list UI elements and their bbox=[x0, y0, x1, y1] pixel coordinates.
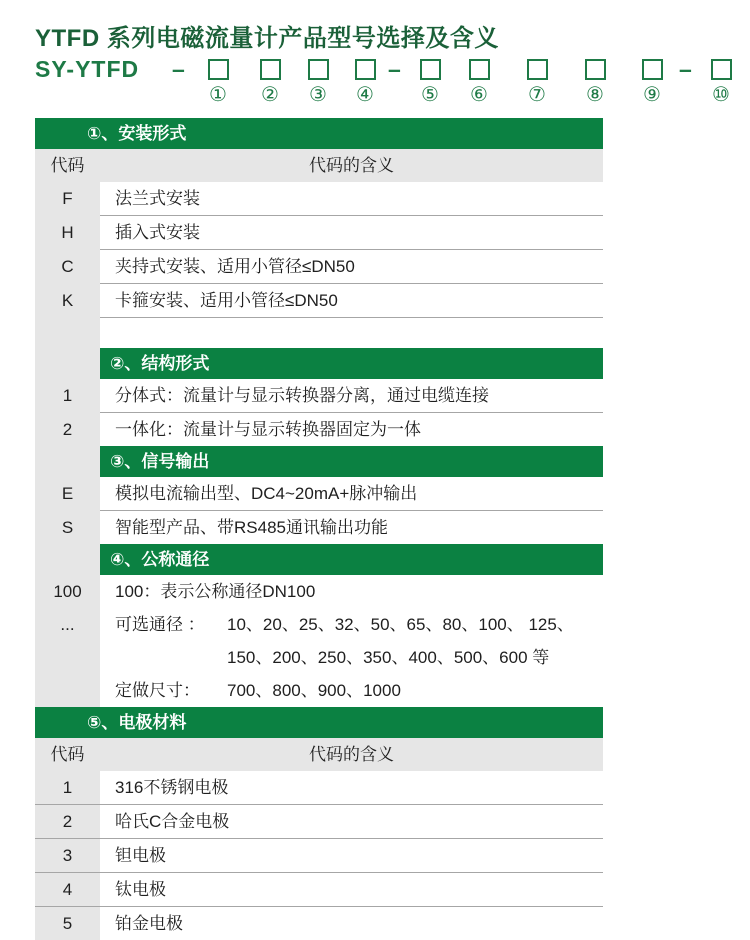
dash-separator-2: – bbox=[388, 56, 401, 82]
row-code: H bbox=[35, 216, 100, 250]
table-row bbox=[35, 674, 603, 707]
row-text: 模拟电流输出型、DC4~20mA+脉冲输出 bbox=[100, 477, 603, 511]
slot-number: ② bbox=[261, 84, 279, 106]
digit-box bbox=[260, 59, 281, 80]
row-code: ... bbox=[35, 608, 100, 674]
table-row bbox=[35, 250, 603, 284]
slot-number: ④ bbox=[356, 84, 374, 106]
slot-number: ⑤ bbox=[421, 84, 439, 106]
slot-number: ⑥ bbox=[470, 84, 488, 106]
row-code: 4 bbox=[35, 873, 100, 906]
row-text: 一体化：流量计与显示转换器固定为一体 bbox=[115, 420, 421, 439]
row-code: F bbox=[35, 182, 100, 216]
slot-number: ⑨ bbox=[643, 84, 661, 106]
model-slot-1 bbox=[206, 59, 230, 106]
row-text: 100：表示公称通径DN100 bbox=[115, 582, 316, 601]
dash-separator-1: – bbox=[172, 56, 185, 82]
column-header-row bbox=[35, 738, 603, 771]
digit-box bbox=[469, 59, 490, 80]
slot-number: ① bbox=[209, 84, 227, 106]
row-text: 钛电极 bbox=[115, 880, 166, 899]
row-text: 钽电极 bbox=[115, 846, 166, 865]
table-row bbox=[35, 839, 603, 873]
row-text bbox=[100, 608, 603, 674]
row-text: 316不锈钢电极 bbox=[115, 778, 229, 797]
section-header-structure bbox=[35, 348, 603, 379]
section-title: ④、公称通径 bbox=[100, 544, 603, 575]
table-row bbox=[35, 907, 603, 940]
slot-number: ⑦ bbox=[528, 84, 546, 106]
table-row bbox=[35, 608, 603, 674]
section-header-diameter bbox=[35, 544, 603, 575]
table-row bbox=[35, 413, 603, 446]
row-code: 100 bbox=[35, 575, 100, 608]
spacer-row bbox=[35, 318, 603, 348]
custom-size-line: 700、800、900、1000 bbox=[227, 681, 401, 700]
model-slot-3 bbox=[306, 59, 330, 106]
row-text: 卡箍安装、适用小管径≤DN50 bbox=[100, 284, 603, 318]
selection-table bbox=[35, 118, 603, 940]
digit-box bbox=[355, 59, 376, 80]
option-values-line1: 10、20、25、32、50、65、80、100、 125、 bbox=[227, 615, 574, 634]
model-slot-2 bbox=[258, 59, 282, 106]
model-slot-7 bbox=[525, 59, 549, 106]
gutter-cell bbox=[35, 544, 100, 575]
row-code: 5 bbox=[35, 907, 100, 940]
digit-box bbox=[642, 59, 663, 80]
slot-number: ⑧ bbox=[586, 84, 604, 106]
digit-box bbox=[308, 59, 329, 80]
row-code: K bbox=[35, 284, 100, 318]
table-row bbox=[35, 477, 603, 511]
option-values-line2: 150、200、250、350、400、500、600 等 bbox=[227, 648, 550, 667]
section-header-install: ①、安装形式 bbox=[35, 118, 603, 149]
custom-size-values bbox=[227, 674, 603, 707]
table-row bbox=[35, 216, 603, 250]
table-row bbox=[35, 379, 603, 413]
section-header-signal bbox=[35, 446, 603, 477]
model-slot-8 bbox=[583, 59, 607, 106]
dash-separator-3: – bbox=[679, 56, 692, 82]
row-code: E bbox=[35, 477, 100, 511]
table-row bbox=[35, 284, 603, 318]
model-slot-5 bbox=[418, 59, 442, 106]
row-text: 分体式：流量计与显示转换器分离，通过电缆连接 bbox=[100, 379, 603, 413]
row-code: 2 bbox=[35, 413, 100, 446]
row-text: 插入式安装 bbox=[100, 216, 603, 250]
digit-box bbox=[527, 59, 548, 80]
row-code bbox=[35, 674, 100, 707]
row-code: 1 bbox=[35, 771, 100, 804]
code-column-header: 代码 bbox=[50, 156, 85, 175]
row-text: 法兰式安装 bbox=[100, 182, 603, 216]
table-row bbox=[35, 182, 603, 216]
digit-box bbox=[585, 59, 606, 80]
section-title: ②、结构形式 bbox=[100, 348, 603, 379]
section-title: ③、信号输出 bbox=[100, 446, 603, 477]
model-slot-6 bbox=[467, 59, 491, 106]
row-code: S bbox=[35, 511, 100, 544]
table-row bbox=[35, 873, 603, 907]
model-slot-4 bbox=[353, 59, 377, 106]
row-text: 智能型产品、带RS485通讯输出功能 bbox=[115, 518, 388, 537]
section-header-electrode: ⑤、电极材料 bbox=[35, 707, 603, 738]
row-code: 3 bbox=[35, 839, 100, 872]
slot-number: ⑩ bbox=[712, 84, 730, 106]
row-text: 哈氏C合金电极 bbox=[115, 812, 230, 831]
digit-box bbox=[420, 59, 441, 80]
table-row bbox=[35, 575, 603, 608]
row-code: 1 bbox=[35, 379, 100, 413]
table-row bbox=[35, 771, 603, 805]
option-values bbox=[227, 608, 603, 674]
meaning-column-header: 代码的含义 bbox=[309, 156, 394, 175]
row-text bbox=[100, 318, 603, 348]
model-code-line bbox=[0, 0, 750, 118]
gutter-cell bbox=[35, 348, 100, 379]
digit-box bbox=[208, 59, 229, 80]
custom-size-label: 定做尺寸： bbox=[115, 681, 200, 700]
row-text bbox=[100, 674, 603, 707]
gutter-cell bbox=[35, 446, 100, 477]
table-row bbox=[35, 805, 603, 839]
option-label: 可选通径 ： bbox=[115, 615, 205, 634]
column-header-row bbox=[35, 149, 603, 182]
page-title: YTFD 系列电磁流量计产品型号选择及含义 bbox=[35, 25, 499, 52]
table-row bbox=[35, 511, 603, 544]
row-text: 铂金电极 bbox=[115, 914, 183, 933]
meaning-column-header: 代码的含义 bbox=[309, 745, 394, 764]
row-code bbox=[35, 318, 100, 348]
code-column-header: 代码 bbox=[50, 745, 85, 764]
slot-number: ③ bbox=[309, 84, 327, 106]
model-slot-9 bbox=[640, 59, 664, 106]
model-prefix: SY-YTFD bbox=[35, 56, 140, 82]
row-text: 夹持式安装、适用小管径≤DN50 bbox=[100, 250, 603, 284]
row-code: C bbox=[35, 250, 100, 284]
model-slot-10 bbox=[709, 59, 733, 106]
row-code: 2 bbox=[35, 805, 100, 838]
digit-box bbox=[711, 59, 732, 80]
